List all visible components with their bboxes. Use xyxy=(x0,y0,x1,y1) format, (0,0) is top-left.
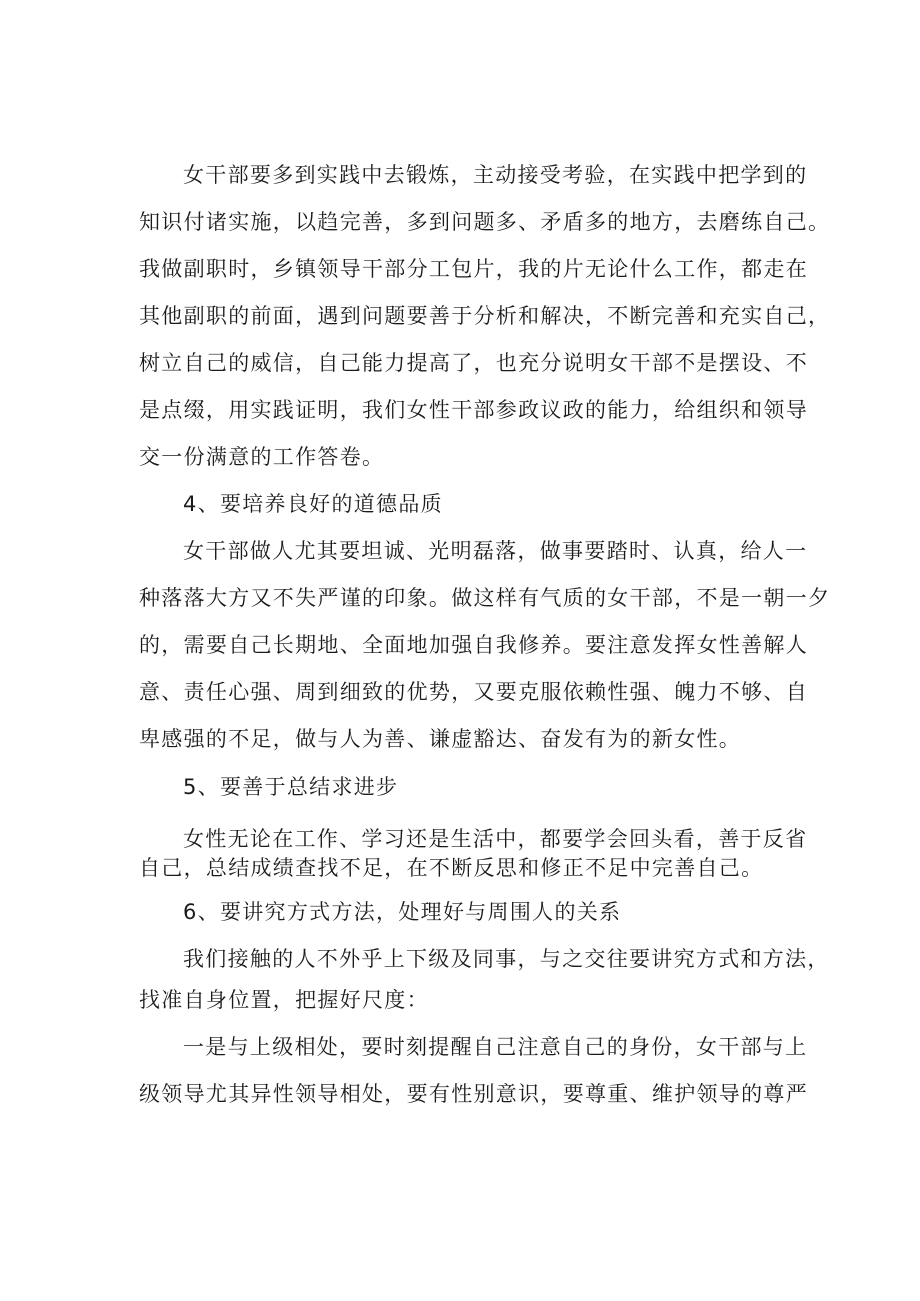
section-heading-4: 4、要培养良好的道德品质 xyxy=(183,492,443,516)
paragraph-2-line-4: 意、责任心强、周到细致的优势，又要克服依赖性强、魄力不够、自 xyxy=(139,680,808,704)
paragraph-3-line-2: 自己，总结成绩查找不足，在不断反思和修正不足中完善自己。 xyxy=(139,856,764,880)
paragraph-2-line-5: 卑感强的不足，做与人为善、谦虚豁达、奋发有为的新女性。 xyxy=(139,727,742,751)
paragraph-4-line-2: 找准自身位置，把握好尺度： xyxy=(139,988,429,1012)
paragraph-3-line-1: 女性无论在工作、学习还是生活中，都要学会回头看，善于反省 xyxy=(183,827,808,851)
paragraph-1-line-4: 其他副职的前面，遇到问题要善于分析和解决，不断完善和充实自己， xyxy=(139,304,831,328)
paragraph-2-line-3: 的，需要自己长期地、全面地加强自我修养。要注意发挥女性善解人 xyxy=(139,633,808,657)
paragraph-1-line-6: 是点缀，用实践证明，我们女性干部参政议政的能力，给组织和领导 xyxy=(139,398,808,422)
paragraph-1-line-5: 树立自己的威信，自己能力提高了，也充分说明女干部不是摆设、不 xyxy=(139,351,808,375)
paragraph-5-line-2: 级领导尤其异性领导相处，要有性别意识，要尊重、维护领导的尊严 xyxy=(139,1082,808,1106)
paragraph-1-line-1: 女干部要多到实践中去锻炼，主动接受考验，在实践中把学到的 xyxy=(183,163,808,187)
paragraph-2-line-2: 种落落大方又不失严谨的印象。做这样有气质的女干部，不是一朝一夕 xyxy=(139,586,831,610)
paragraph-4-line-1: 我们接触的人不外乎上下级及同事，与之交往要讲究方式和方法， xyxy=(183,947,830,971)
section-heading-6: 6、要讲究方式方法，处理好与周围人的关系 xyxy=(183,900,622,924)
section-heading-5: 5、要善于总结求进步 xyxy=(183,775,399,799)
paragraph-2-line-1: 女干部做人尤其要坦诚、光明磊落，做事要踏时、认真，给人一 xyxy=(183,539,808,563)
paragraph-5-line-1: 一是与上级相处，要时刻提醒自己注意自己的身份，女干部与上 xyxy=(183,1035,808,1059)
paragraph-1-line-7: 交一份满意的工作答卷。 xyxy=(139,445,385,469)
paragraph-1-line-3: 我做副职时，乡镇领导干部分工包片，我的片无论什么工作，都走在 xyxy=(139,257,808,281)
paragraph-1-line-2: 知识付诸实施，以趋完善，多到问题多、矛盾多的地方，去磨练自己。 xyxy=(139,210,831,234)
